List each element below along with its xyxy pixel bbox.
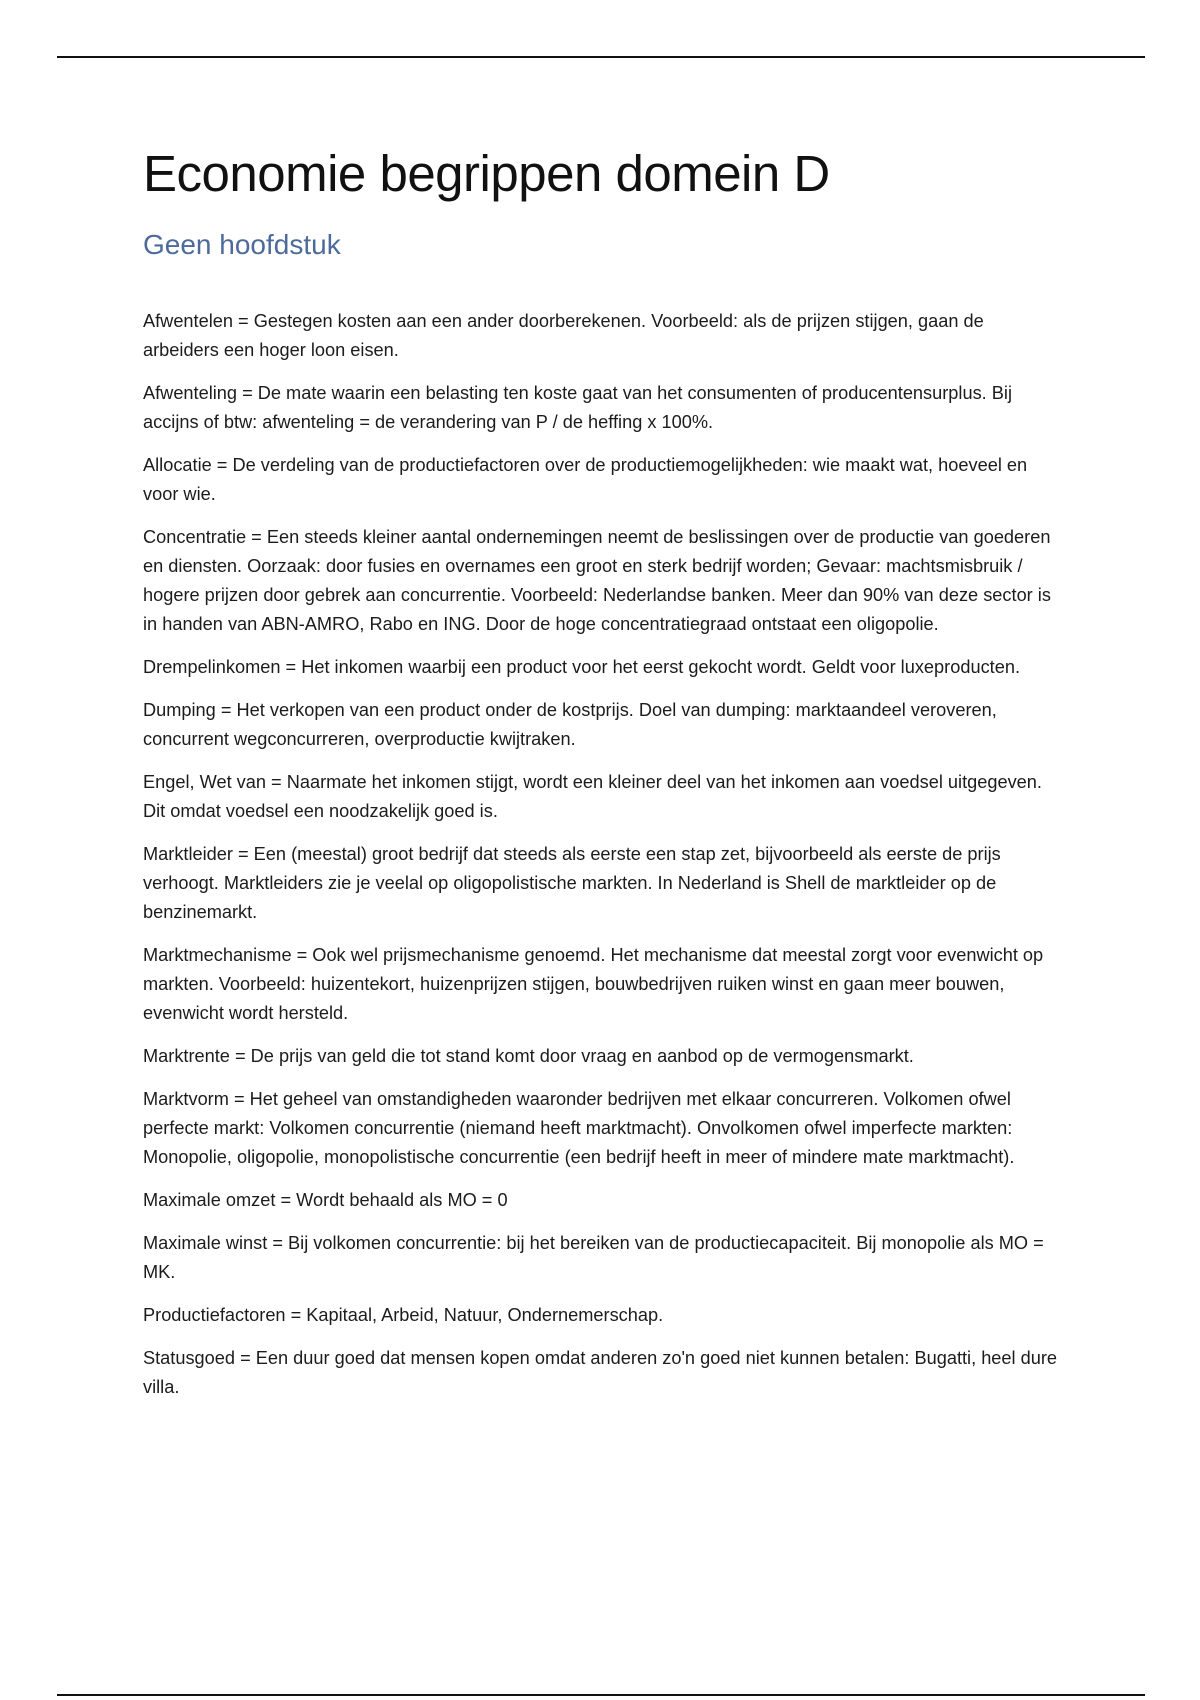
document-subtitle: Geen hoofdstuk <box>143 228 341 260</box>
definition-list <box>143 307 1063 1402</box>
definition-productiefactoren: Productiefactoren = Kapitaal, Arbeid, Natuur, Ondernemerschap. <box>143 1305 664 1326</box>
definition-afwenteling: Afwenteling = De mate waarin een belasting ten koste gaat van het consumenten of producentensurplus. Bij accijns of btw: afwenteling = de verandering van P / de heffing x 100%. <box>143 383 1012 433</box>
definition-concentratie: Concentratie = Een steeds kleiner aantal ondernemingen neemt de beslissingen over de productie van goederen en diensten. Oorzaak: door fusies en overnames een groot en sterk bedrijf worden; Gevaar: machtsmisbruik / hogere prijzen door gebrek aan concurrentie. Voorbeeld: Nederlandse banken. Meer dan 90% van deze sector is in handen van ABN-AMRO, Rabo en ING. Door de hoge concentratiegraad ontstaat een oligopolie. <box>143 527 1051 635</box>
definition-marktvorm: Marktvorm = Het geheel van omstandigheden waaronder bedrijven met elkaar concurreren. Volkomen ofwel perfecte markt: Volkomen concurrentie (niemand heeft marktmacht). Onvolkomen ofwel imperfecte markten: Monopolie, oligopolie, monopolistische concurrentie (een bedrijf heeft in meer of mindere mate marktmacht). <box>143 1089 1015 1168</box>
definition-marktleider: Marktleider = Een (meestal) groot bedrijf dat steeds als eerste een stap zet, bijvoorbeeld als eerste de prijs verhoogt. Marktleiders zie je veelal op oligopolistische markten. In Nederland is Shell de marktleider op de benzinemarkt. <box>143 844 1001 923</box>
definition-dumping: Dumping = Het verkopen van een product onder de kostprijs. Doel van dumping: marktaandeel veroveren, concurrent wegconcurreren, overproductie kwijtraken. <box>143 700 997 750</box>
footer-rule <box>57 1694 1145 1696</box>
definition-afwentelen: Afwentelen = Gestegen kosten aan een ander doorberekenen. Voorbeeld: als de prijzen stijgen, gaan de arbeiders een hoger loon eisen. <box>143 311 984 361</box>
header-rule <box>57 56 1145 58</box>
document-body <box>143 145 1063 1416</box>
definition-drempelinkomen: Drempelinkomen = Het inkomen waarbij een product voor het eerst gekocht wordt. Geldt voor luxeproducten. <box>143 657 1020 678</box>
definition-allocatie: Allocatie = De verdeling van de productiefactoren over de productiemogelijkheden: wie maakt wat, hoeveel en voor wie. <box>143 455 1028 505</box>
definition-marktmechanisme: Marktmechanisme = Ook wel prijsmechanisme genoemd. Het mechanisme dat meestal zorgt voor evenwicht op markten. Voorbeeld: huizentekort, huizenprijzen stijgen, bouwbedrijven ruiken winst en gaan meer bouwen, evenwicht wordt hersteld. <box>143 945 1044 1024</box>
definition-statusgoed: Statusgoed = Een duur goed dat mensen kopen omdat anderen zo'n goed niet kunnen betalen: Bugatti, heel dure villa. <box>143 1348 1058 1398</box>
definition-wet-van-engel: Engel, Wet van = Naarmate het inkomen stijgt, wordt een kleiner deel van het inkomen aan voedsel uitgegeven. Dit omdat voedsel een noodzakelijk goed is. <box>143 772 1042 822</box>
document-title: Economie begrippen domein D <box>143 145 830 202</box>
definition-marktrente: Marktrente = De prijs van geld die tot stand komt door vraag en aanbod op de vermogensmarkt. <box>143 1046 914 1067</box>
definition-maximale-omzet: Maximale omzet = Wordt behaald als MO = 0 <box>143 1190 508 1211</box>
definition-maximale-winst: Maximale winst = Bij volkomen concurrentie: bij het bereiken van de productiecapaciteit. Bij monopolie als MO = MK. <box>143 1233 1044 1283</box>
